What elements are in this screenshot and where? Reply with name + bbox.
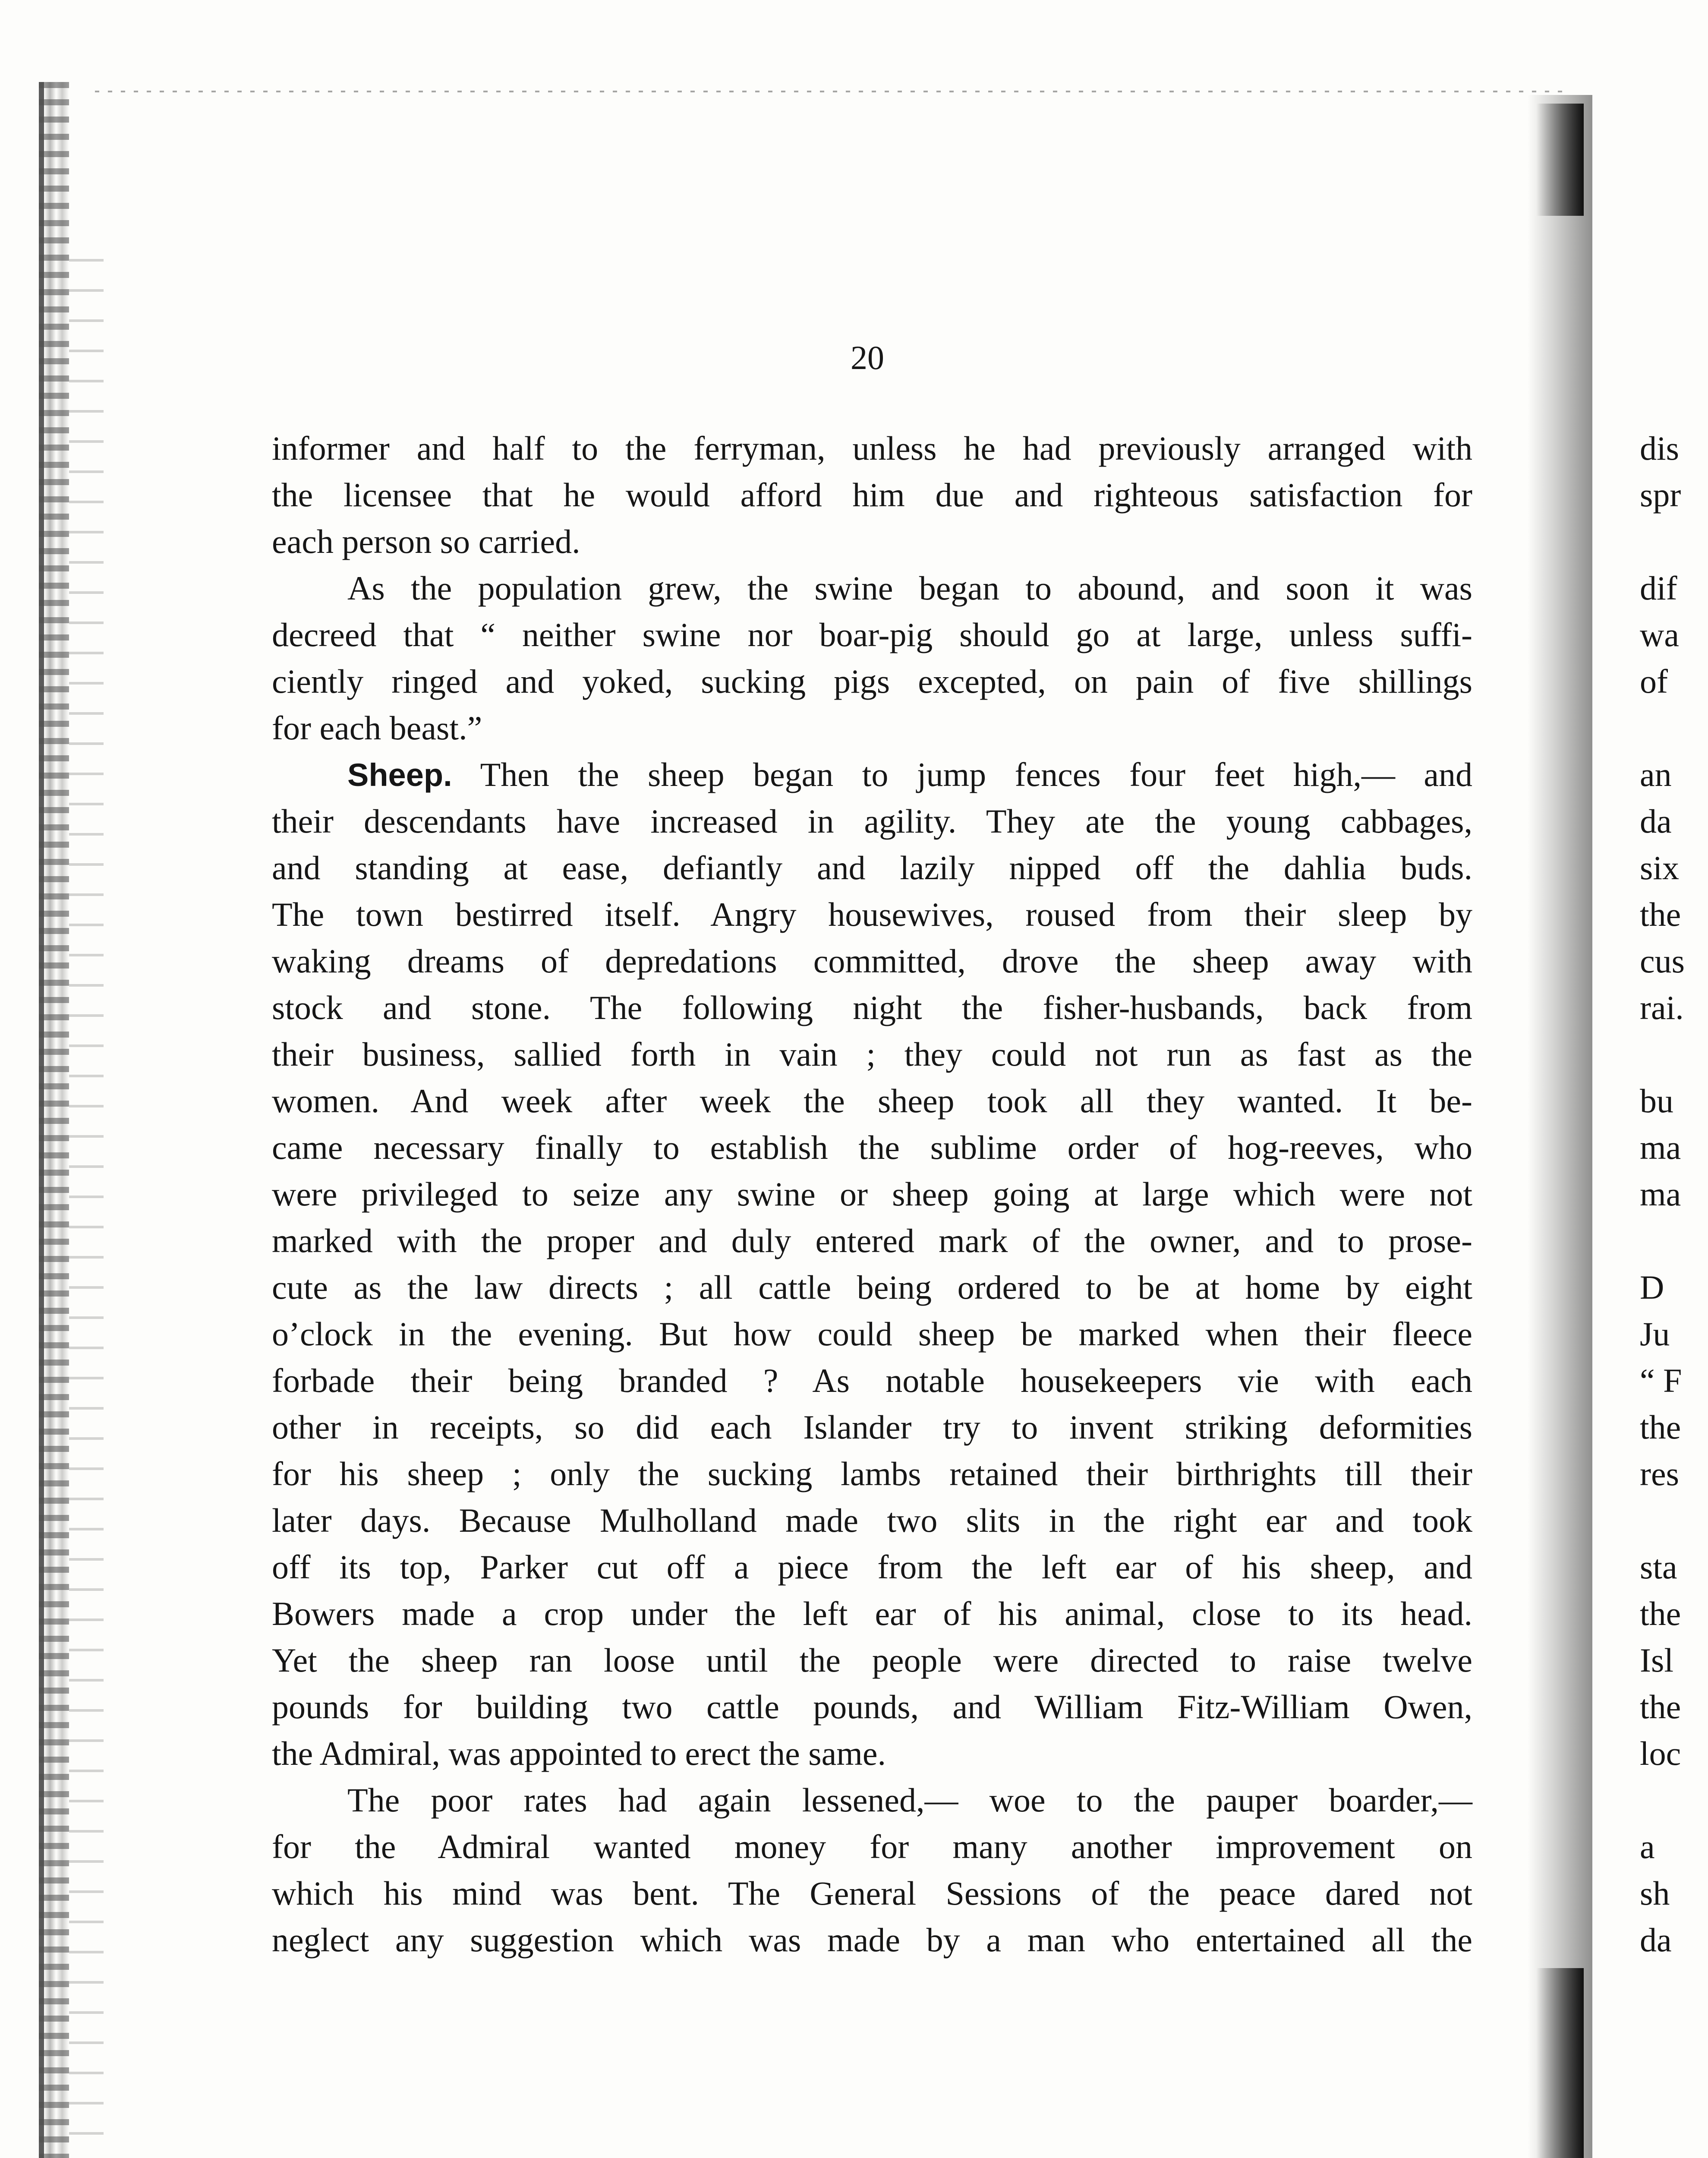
line-text: for his sheep ; only the sucking lambs retained their birthrights till their [272,1455,1472,1492]
text-line [272,1031,1472,1078]
line-text: were privileged to seize any swine or sheep going at large which were not [272,1175,1472,1213]
text-line [272,1870,1472,1917]
line-text: for the Admiral wanted money for many another improvement on [272,1828,1472,1865]
facing-page-fragment: dis [1640,429,1680,467]
facing-page-fragment: sh [1640,1874,1670,1912]
line-text: decreed that “ neither swine nor boar-pig should go at large, unless suffi- [272,616,1472,653]
text-line [272,612,1472,658]
text-line [272,518,1472,565]
line-text: Then the sheep began to jump fences four feet high,— and [452,756,1472,793]
facing-page-fragment: D [1640,1268,1664,1306]
page-top-edge [95,91,1562,92]
line-text: o’clock in the evening. But how could sheep be marked when their fleece [272,1315,1472,1353]
gutter-shadow-bottom [1536,1968,1584,2158]
line-text: marked with the proper and duly entered mark of the owner, and to prose- [272,1222,1472,1259]
facing-page-fragment: six [1640,849,1680,887]
facing-page-fragment: rai. [1640,989,1684,1026]
facing-page-fragment: the [1640,1408,1681,1446]
facing-page-fragment [1640,518,1708,565]
section-heading: Sheep. [347,757,452,793]
facing-page-fragment: wa [1640,616,1679,653]
line-text: As the population grew, the swine began to abound, and soon it was [347,569,1472,607]
line-text: informer and half to the ferryman, unless he had previously arranged with [272,429,1472,467]
line-text: later days. Because Mulholland made two slits in the right ear and took [272,1502,1472,1539]
facing-page-fragment [1640,1777,1708,1824]
text-line [272,798,1472,845]
page-number: 20 [851,339,884,376]
line-text: The poor rates had again lessened,— woe to the pauper boarder,— [347,1781,1472,1819]
line-text: Yet the sheep ran loose until the people were directed to raise twelve [272,1641,1472,1679]
line-text: the Admiral, was appointed to erect the same. [272,1735,886,1772]
facing-page-fragment: da [1640,1921,1672,1959]
text-line [272,1451,1472,1497]
line-text: other in receipts, so did each Islander try to invent striking deformities [272,1408,1472,1446]
text-line [272,1078,1472,1124]
line-text: which his mind was bent. The General Sessions of the peace dared not [272,1874,1472,1912]
line-text: women. And week after week the sheep took all they wanted. It be- [272,1082,1472,1120]
facing-page-fragment: dif [1640,569,1677,607]
facing-page-fragment: of [1640,663,1668,700]
gutter-shadow-right [1528,95,1592,2158]
text-line [272,984,1472,1031]
text-line [272,1544,1472,1590]
facing-page-fragment: res [1640,1455,1679,1492]
line-text: Bowers made a crop under the left ear of his animal, close to its head. [272,1595,1472,1632]
facing-page-fragment: “ F [1640,1362,1682,1399]
line-text: waking dreams of depredations committed, drove the sheep away with [272,942,1472,980]
facing-page-fragment: ma [1640,1129,1681,1166]
facing-page-fragment: a [1640,1828,1655,1865]
text-line [272,1684,1472,1730]
facing-page-fragment: an [1640,756,1672,793]
facing-page-fragment: the [1640,1595,1681,1632]
text-line [272,938,1472,984]
facing-page-fragment: the [1640,896,1681,933]
text-line [272,845,1472,891]
facing-page-fragment: spr [1640,476,1681,514]
line-text: forbade their being branded ? As notable housekeepers vie with each [272,1362,1472,1399]
facing-page-fragment: Ju [1640,1315,1670,1353]
line-text: neglect any suggestion which was made by a man who entertained all the [272,1921,1472,1959]
text-line [272,1917,1472,1963]
facing-page-fragment [1640,1497,1708,1544]
text-line [272,1497,1472,1544]
text-line [272,751,1472,798]
text-line [272,1637,1472,1684]
line-text: their business, sallied forth in vain ; they could not run as fast as the [272,1035,1472,1073]
facing-page-fragment: da [1640,802,1672,840]
line-text: pounds for building two cattle pounds, and William Fitz-William Owen, [272,1688,1472,1726]
line-text: cute as the law directs ; all cattle being ordered to be at home by eight [272,1268,1472,1306]
line-text: off its top, Parker cut off a piece from the left ear of his sheep, and [272,1548,1472,1586]
binding-specks [69,259,104,2158]
facing-page-fragments [1640,425,1708,1963]
text-line [272,1311,1472,1357]
line-text: came necessary finally to establish the sublime order of hog-reeves, who [272,1129,1472,1166]
line-text: for each beast.” [272,709,482,747]
text-line [272,1124,1472,1171]
facing-page-fragment [1640,705,1708,751]
facing-page-fragment [1640,1031,1708,1078]
facing-page-fragment: Isl [1640,1641,1673,1679]
text-line [272,1824,1472,1870]
facing-page-fragment: bu [1640,1082,1673,1120]
facing-page-fragment [1640,1218,1708,1264]
text-line [272,472,1472,518]
line-text: The town bestirred itself. Angry housewives, roused from their sleep by [272,896,1472,933]
text-line [272,1404,1472,1451]
facing-page-fragment: ma [1640,1175,1681,1213]
body-text [272,425,1472,1963]
text-line [272,1357,1472,1404]
line-text: stock and stone. The following night the fisher-husbands, back from [272,989,1472,1026]
text-line [272,1171,1472,1218]
text-line [272,565,1472,612]
text-line [272,1777,1472,1824]
binding-edge-left [39,82,69,2158]
text-line [272,1264,1472,1311]
facing-page-fragment: loc [1640,1735,1681,1772]
line-text: their descendants have increased in agility. They ate the young cabbages, [272,802,1472,840]
text-line [272,1590,1472,1637]
line-text: each person so carried. [272,523,580,560]
facing-page-fragment: cus [1640,942,1685,980]
facing-page-fragment: sta [1640,1548,1677,1586]
line-text: ciently ringed and yoked, sucking pigs excepted, on pain of five shillings [272,663,1472,700]
text-line [272,891,1472,938]
gutter-shadow-top [1536,104,1584,216]
line-text: the licensee that he would afford him due and righteous satisfaction for [272,476,1472,514]
text-line [272,1730,1472,1777]
facing-page-fragment: the [1640,1688,1681,1726]
text-line [272,1218,1472,1264]
line-text: and standing at ease, defiantly and lazily nipped off the dahlia buds. [272,849,1472,887]
text-line [272,425,1472,472]
text-line [272,705,1472,751]
text-line [272,658,1472,705]
